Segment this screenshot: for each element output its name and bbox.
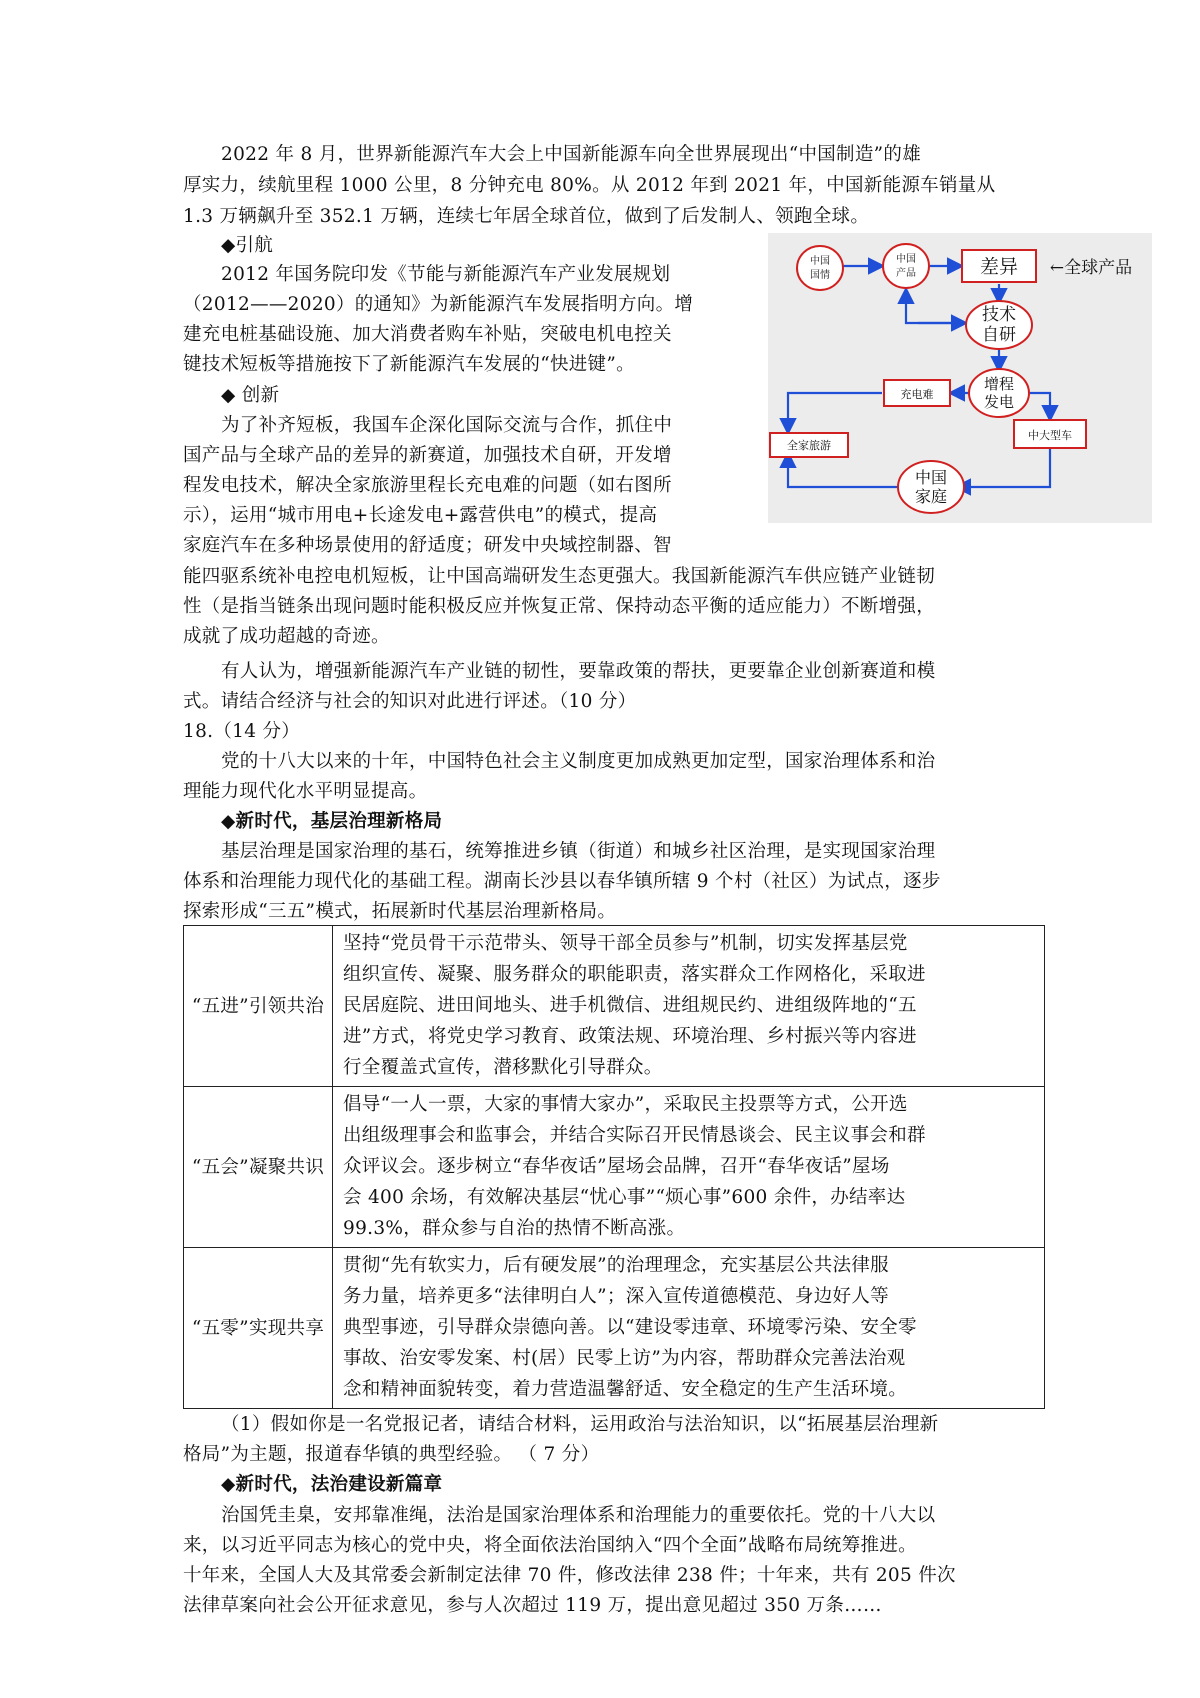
node-guoqing bbox=[797, 246, 843, 290]
node-jiating-l2: 家庭 bbox=[914, 487, 948, 506]
table-row bbox=[184, 1248, 1045, 1409]
table-cell-line: 事故、治安零发案、村(居）民零上访”为内容，帮助群众完善法治观 bbox=[343, 1348, 906, 1369]
node-chanpin-l1: 中国 bbox=[896, 254, 916, 265]
table-cell-line: 众评议会。逐步树立“春华夜话”屋场会品牌，召开“春华夜话”屋场 bbox=[343, 1156, 890, 1177]
node-quanqiu-label: ←全球产品 bbox=[1049, 258, 1133, 278]
node-jishu-l1: 技术 bbox=[982, 305, 1016, 325]
fazhi-line-3: 十年来，全国人大及其常委会新制定法律 70 件，修改法律 238 件；十年来，共有 205 件次 bbox=[183, 1565, 956, 1586]
table-cell-line: 民居庭院、进田间地头、进手机微信、进组规民约、进组级阵地的“五 bbox=[343, 995, 917, 1016]
q17-line-2: 式。请结合经济与社会的知识对此进行评述。（10 分） bbox=[183, 691, 637, 712]
table-cell-line: 贯彻“先有软实力，后有硬发展”的治理理念，充实基层公共法律服 bbox=[343, 1255, 889, 1276]
yinhang-line-2: （2012——2020）的通知》为新能源汽车发展指明方向。增 bbox=[183, 294, 694, 315]
table-row-content bbox=[333, 1087, 1045, 1248]
chuangxin-line-7: 性（是指当链条出现问题时能积极反应并恢复正常、保持动态平衡的适应能力）不断增强， bbox=[183, 596, 936, 617]
jiceng-line-3: 探索形成“三五”模式，拓展新时代基层治理新格局。 bbox=[183, 901, 617, 922]
node-jishu-l2: 自研 bbox=[982, 325, 1016, 345]
section-chuangxin-heading: ◆ 创新 bbox=[221, 385, 280, 406]
section-fazhi-heading: ◆新时代，法治建设新篇章 bbox=[221, 1474, 443, 1495]
chuangxin-line-6: 能四驱系统补电控电机短板，让中国高端研发生态更强大。我国新能源汽车供应链产业链韧 bbox=[183, 566, 936, 587]
intro-line-3: 1.3 万辆飙升至 352.1 万辆，连续七年居全球首位，做到了后发制人、领跑全球。 bbox=[183, 206, 870, 227]
flow-diagram-svg bbox=[768, 233, 1152, 523]
table-cell-line: 务力量，培养更多“法律明白人”；深入宣传道德模范、身边好人等 bbox=[343, 1286, 889, 1307]
node-chanpin bbox=[883, 244, 929, 288]
fazhi-line-1: 治国凭圭臬，安邦靠准绳，法治是国家治理体系和治理能力的重要依托。党的十八大以 bbox=[221, 1505, 936, 1526]
chuangxin-line-5: 家庭汽车在多种场景使用的舒适度；研发中央域控制器、智 bbox=[183, 535, 672, 556]
node-guoqing-l1: 中国 bbox=[810, 256, 830, 267]
table-row bbox=[184, 926, 1045, 1087]
q17-line-1: 有人认为，增强新能源汽车产业链的韧性，要靠政策的帮扶，更要靠企业创新赛道和模 bbox=[221, 661, 936, 682]
node-chongdian-label: 充电难 bbox=[900, 388, 934, 401]
yinhang-line-1: 2012 年国务院印发《节能与新能源汽车产业发展规划 bbox=[221, 264, 671, 285]
node-chanpin-l2: 产品 bbox=[896, 268, 916, 279]
chuangxin-line-4: 示），运用“城市用电+长途发电+露营供电”的模式，提高 bbox=[183, 505, 658, 526]
q18-1-line-2: 格局”为主题，报道春华镇的典型经验。 （ 7 分） bbox=[183, 1444, 600, 1465]
q18-1-line-1: （1）假如你是一名党报记者，请结合材料，运用政治与法治知识，以“拓展基层治理新 bbox=[221, 1414, 939, 1435]
chuangxin-line-1: 为了补齐短板，我国车企深化国际交流与合作，抓住中 bbox=[221, 415, 673, 436]
table-row-content bbox=[333, 1248, 1045, 1409]
q18-intro-line-2: 理能力现代化水平明显提高。 bbox=[183, 781, 428, 802]
table-cell-line: 99.3%，群众参与自治的热情不断高涨。 bbox=[343, 1218, 686, 1239]
yinhang-line-3: 建充电桩基础设施、加大消费者购车补贴，突破电机电控关 bbox=[183, 324, 672, 345]
q18-intro-line-1: 党的十八大以来的十年，中国特色社会主义制度更加成熟更加定型，国家治理体系和治 bbox=[221, 751, 936, 772]
table-row-label: “五会”凝聚共识 bbox=[184, 1087, 333, 1248]
node-jiating-l1: 中国 bbox=[914, 468, 948, 487]
section-jiceng-heading: ◆新时代，基层治理新格局 bbox=[221, 811, 443, 832]
chuangxin-line-2: 国产品与全球产品的差异的新赛道，加强技术自研，开发增 bbox=[183, 445, 672, 466]
jiceng-line-1: 基层治理是国家治理的基石，统筹推进乡镇（街道）和城乡社区治理，是实现国家治理 bbox=[221, 841, 936, 862]
section-yinhang-heading: ◆引航 bbox=[221, 235, 274, 256]
node-daxing-label: 中大型车 bbox=[1028, 429, 1072, 442]
table-cell-line: 进”方式，将党史学习教育、政策法规、环境治理、乡村振兴等内容进 bbox=[343, 1026, 917, 1047]
node-lvyou-label: 全家旅游 bbox=[787, 439, 831, 452]
governance-table bbox=[183, 925, 1045, 1409]
flow-diagram bbox=[768, 233, 1152, 523]
table-row-label: “五零”实现共享 bbox=[184, 1248, 333, 1409]
table-cell-line: 典型事迹，引导群众崇德向善。以“建设零违章、环境零污染、安全零 bbox=[343, 1317, 917, 1338]
node-zengcheng-l1: 增程 bbox=[983, 375, 1015, 393]
chuangxin-line-8: 成就了成功超越的奇迹。 bbox=[183, 626, 390, 647]
intro-line-2: 厚实力，续航里程 1000 公里，8 分钟充电 80%。从 2012 年到 2021 年，中国新能源车销量从 bbox=[183, 175, 996, 196]
node-zengcheng-l2: 发电 bbox=[983, 393, 1015, 411]
table-cell-line: 行全覆盖式宣传，潜移默化引导群众。 bbox=[343, 1057, 663, 1078]
fazhi-line-4: 法律草案向社会公开征求意见，参与人次超过 119 万，提出意见超过 350 万条…… bbox=[183, 1595, 882, 1616]
table-cell-line: 倡导“一人一票，大家的事情大家办”，采取民主投票等方式，公开选 bbox=[343, 1094, 908, 1115]
table-row-label: “五进”引领共治 bbox=[184, 926, 333, 1087]
jiceng-line-2: 体系和治理能力现代化的基础工程。湖南长沙县以春华镇所辖 9 个村（社区）为试点，逐步 bbox=[183, 871, 941, 892]
table-cell-line: 念和精神面貌转变，着力营造温馨舒适、安全稳定的生产生活环境。 bbox=[343, 1379, 908, 1400]
table-row-content bbox=[333, 926, 1045, 1087]
table-cell-line: 出组级理事会和监事会，并结合实际召开民情恳谈会、民主议事会和群 bbox=[343, 1125, 926, 1146]
q18-title: 18.（14 分） bbox=[183, 721, 301, 742]
yinhang-line-4: 键技术短板等措施按下了新能源汽车发展的“快进键”。 bbox=[183, 354, 635, 375]
table-cell-line: 会 400 余场，有效解决基层“忧心事”“烦心事”600 余件，办结率达 bbox=[343, 1187, 906, 1208]
node-guoqing-l2: 国情 bbox=[810, 270, 830, 281]
table-cell-line: 组织宣传、凝聚、服务群众的职能职责，落实群众工作网格化，采取进 bbox=[343, 964, 926, 985]
node-chayi-label: 差异 bbox=[979, 256, 1019, 278]
table-cell-line: 坚持“党员骨干示范带头、领导干部全员参与”机制，切实发挥基层党 bbox=[343, 933, 908, 954]
chuangxin-line-3: 程发电技术，解决全家旅游里程长充电难的问题（如右图所 bbox=[183, 475, 672, 496]
table-row bbox=[184, 1087, 1045, 1248]
intro-line-1: 2022 年 8 月，世界新能源汽车大会上中国新能源车向全世界展现出“中国制造”的雄 bbox=[221, 144, 922, 165]
fazhi-line-2: 来，以习近平同志为核心的党中央，将全面依法治国纳入“四个全面”战略布局统筹推进。 bbox=[183, 1535, 917, 1556]
